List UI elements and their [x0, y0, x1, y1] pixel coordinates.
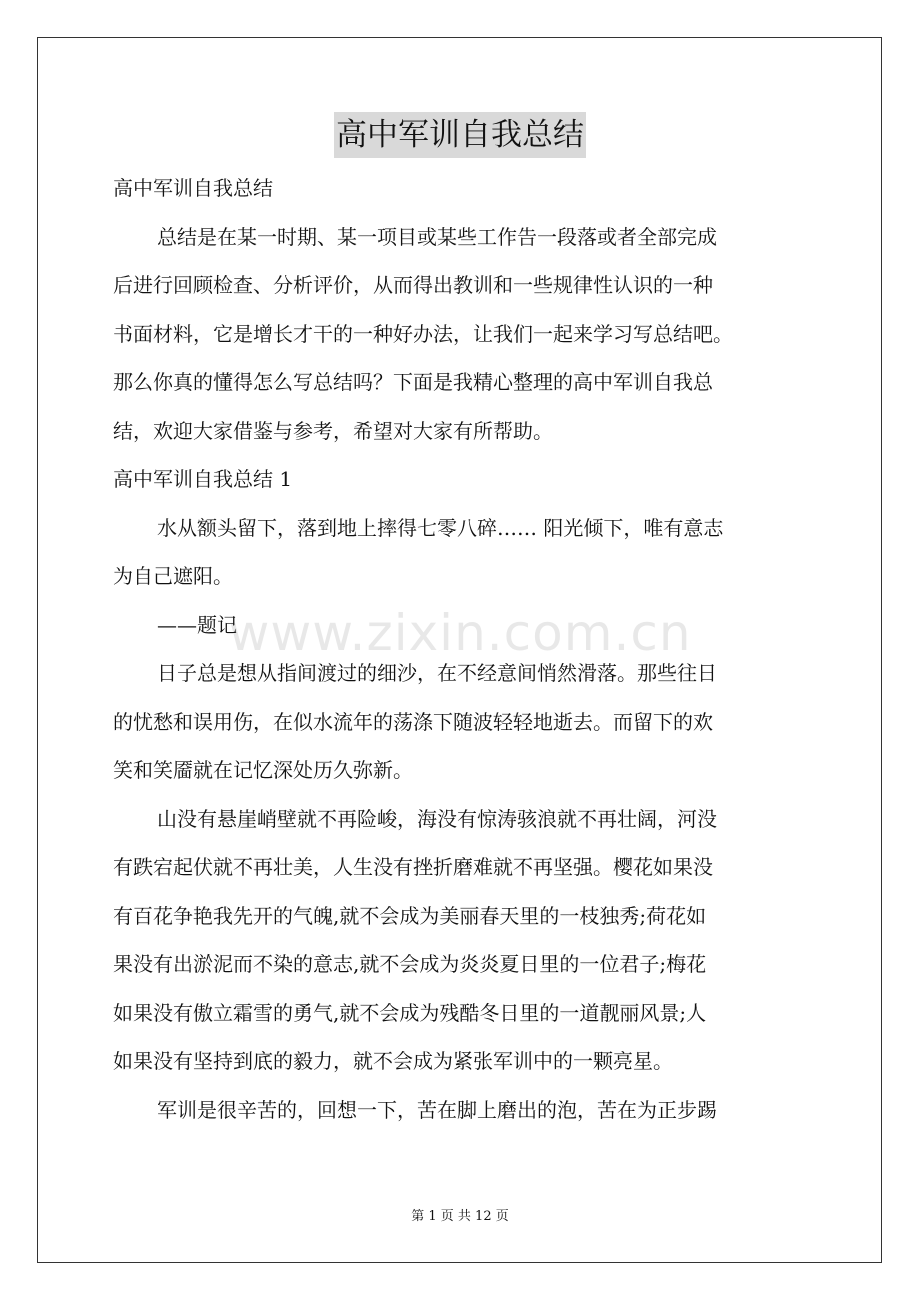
intro-line: 书面材料，它是增长才干的一种好办法，让我们一起来学习写总结吧。	[113, 321, 733, 346]
paragraph-line: 日子总是想从指间渡过的细沙，在不经意间悄然滑落。那些往日	[157, 661, 717, 685]
page-footer: 第 1 页 共 12 页	[411, 1209, 509, 1224]
epigraph-attribution: ——题记	[157, 612, 237, 637]
paragraph-line: 笑和笑靥就在记忆深处历久弥新。	[113, 758, 413, 782]
paragraph-line: 军训是很辛苦的，回想一下，苦在脚上磨出的泡，苦在为正步踢	[157, 1097, 717, 1122]
paragraph-line: 如果没有傲立霜雪的勇气,就不会成为残酷冬日里的一道靓丽风景;人	[113, 1000, 707, 1025]
paragraph-line: 山没有悬崖峭壁就不再险峻，海没有惊涛骇浪就不再壮阔，河没	[157, 806, 717, 831]
intro-line: 结，欢迎大家借鉴与参考，希望对大家有所帮助。	[113, 418, 553, 443]
document-body	[113, 164, 808, 1134]
paragraph-line: 的忧愁和误用伤，在似水流年的荡涤下随波轻轻地逝去。而留下的欢	[113, 709, 713, 734]
watermark: www.zixin.com.cn	[228, 604, 692, 662]
paragraph-line: 有百花争艳我先开的气魄,就不会成为美丽春天里的一枝独秀;荷花如	[113, 903, 707, 928]
epigraph-line: 为自己遮阳。	[113, 564, 233, 588]
epigraph-line: 水从额头留下，落到地上摔得七零八碎…… 阳光倾下，唯有意志	[157, 515, 724, 540]
section-heading: 高中军训自我总结 1	[113, 467, 293, 491]
intro-line: 总结是在某一时期、某一项目或某些工作告一段落或者全部完成	[157, 224, 717, 249]
subtitle: 高中军训自我总结	[113, 176, 273, 200]
paragraph-line: 如果没有坚持到底的毅力，就不会成为紧张军训中的一颗亮星。	[113, 1049, 673, 1073]
document-title: 高中军训自我总结	[334, 112, 586, 158]
title-container	[0, 112, 920, 158]
paragraph-line: 有跌宕起伏就不再壮美，人生没有挫折磨难就不再坚强。樱花如果没	[113, 855, 713, 879]
paragraph-line: 果没有出淤泥而不染的意志,就不会成为炎炎夏日里的一位君子;梅花	[113, 952, 707, 976]
intro-line: 后进行回顾检查、分析评价，从而得出教训和一些规律性认识的一种	[113, 273, 713, 297]
intro-line: 那么你真的懂得怎么写总结吗？下面是我精心整理的高中军训自我总	[113, 370, 713, 394]
